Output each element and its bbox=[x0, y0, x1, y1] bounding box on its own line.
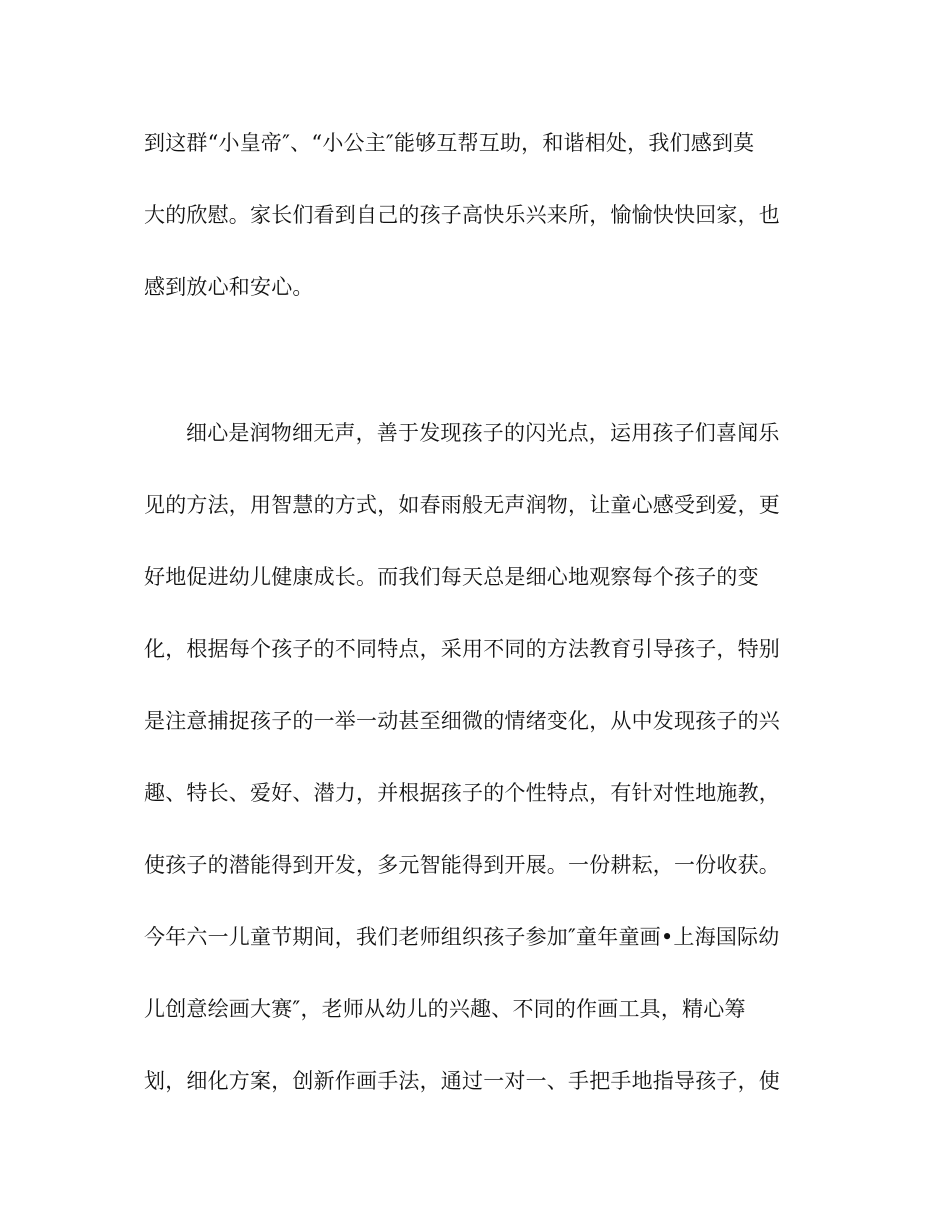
paragraph-2-line-5: 是注意捕捉孩子的一举一动甚至细微的情绪变化，从中发现孩子的兴 bbox=[144, 709, 780, 733]
paragraph-1-line-3: 感到放心和安心。 bbox=[144, 275, 314, 299]
paragraph-1-line-2: 大的欣慰。家长们看到自己的孩子高快乐兴来所，愉愉快快回家，也 bbox=[144, 203, 780, 227]
paragraph-2-line-1: 细心是润物细无声，善于发现孩子的闪光点，运用孩子们喜闻乐 bbox=[186, 421, 780, 445]
paragraph-2-line-6: 趣、特长、爱好、潜力，并根据孩子的个性特点，有针对性地施教， bbox=[144, 781, 780, 805]
paragraph-2-line-7: 使孩子的潜能得到开发，多元智能得到开展。一份耕耘，一份收获。 bbox=[144, 853, 780, 877]
paragraph-2-line-3: 好地促进幼儿健康成长。而我们每天总是细心地观察每个孩子的变 bbox=[144, 565, 759, 589]
paragraph-2-line-4: 化，根据每个孩子的不同特点，采用不同的方法教育引导孩子，特别 bbox=[144, 637, 780, 661]
paragraph-2-line-2: 见的方法，用智慧的方式，如春雨般无声润物，让童心感受到爱，更 bbox=[144, 493, 780, 517]
paragraph-2-line-8: 今年六一儿童节期间，我们老师组织孩子参加″童年童画•上海国际幼 bbox=[144, 925, 780, 949]
paragraph-2-line-9: 儿创意绘画大赛″，老师从幼儿的兴趣、不同的作画工具，精心筹 bbox=[144, 997, 746, 1021]
paragraph-1-line-1: 到这群“小皇帝″、“小公主″能够互帮互助，和谐相处，我们感到莫 bbox=[144, 131, 755, 155]
paragraph-2-line-10: 划，细化方案，创新作画手法，通过一对一、手把手地指导孩子，使 bbox=[144, 1069, 780, 1093]
